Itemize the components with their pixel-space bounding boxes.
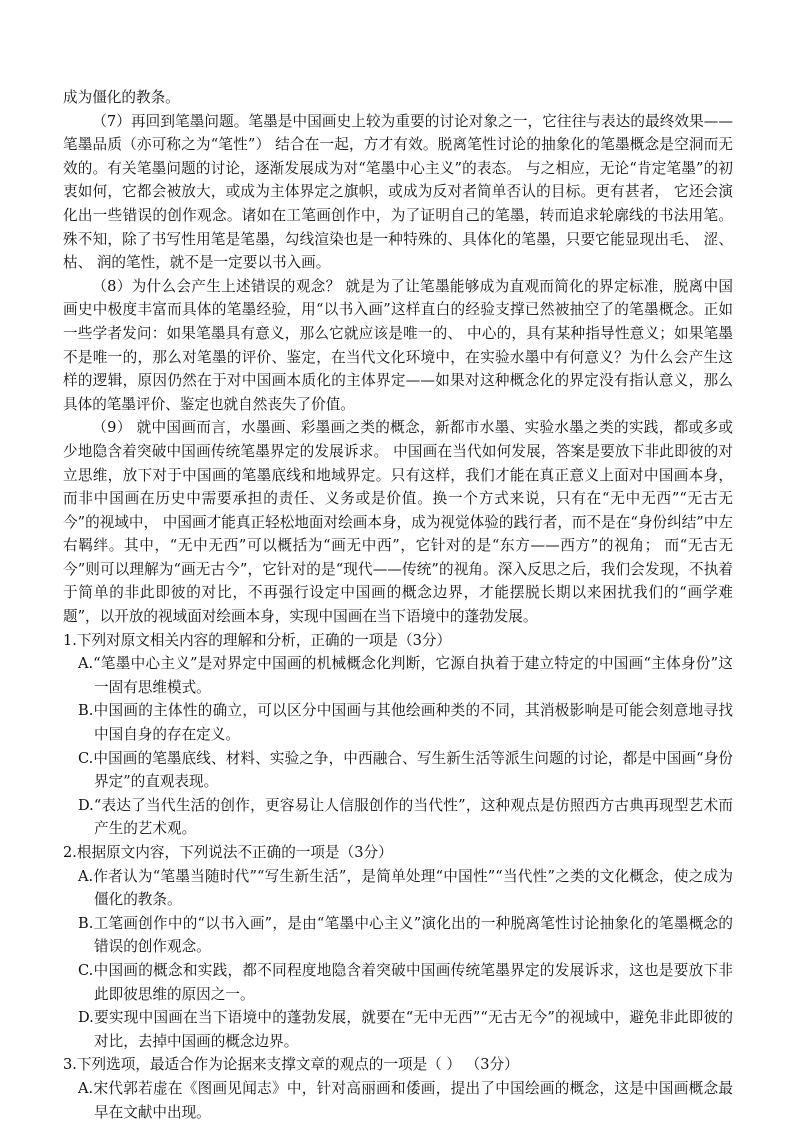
question-3 [63, 1053, 733, 1124]
question-1 [63, 629, 733, 841]
option-c: C.中国画的笔墨底线、材料、实验之争，中西融合、写生新生活等派生问题的讨论，都是中国画“身份界定”的直观表现。 [78, 749, 733, 791]
question-stem: 3.下列选项，最适合作为论据来支撑文章的观点的一项是（ ） （3分） [63, 1056, 519, 1074]
option-c: C.中国画的概念和实践，都不同程度地隐含着突破中国画传统笔墨界定的发展诉求，这也是要放下非此即彼思维的原因之一。 [78, 961, 733, 1003]
paragraph-8: （8）为什么会产生上述错误的观念？ 就是为了让笔墨能够成为直观而简化的界定标准，脱离中国画史中极度丰富而具体的笔墨经验，用“以书入画”这样直白的经验支撑已然被抽空了的笔墨概念。正如一些学者发问：如果笔墨具有意义，那么它就应该是唯一的、 中心的，具有某种指导性意义；如果笔墨不是唯一的，那么对笔墨的评价、鉴定，在当代文化环境中，在实验水墨中有何意义？为什么会产生这样的逻辑，原因仍然在于对中国画本质化的主体界定——如果对这种概念化的界定没有指认意义，那么具体的笔墨评价、鉴定也就自然丧失了价值。 [63, 277, 733, 413]
question-stem: 2.根据原文内容，下列说法不正确的一项是（3分） [63, 844, 393, 861]
option-a: A.作者认为“笔墨当随时代”“写生新生活”，是简单处理“中国性”“当代性”之类的文化概念，使之成为僵化的教条。 [78, 867, 733, 909]
paragraph-9: （9） 就中国画而言，水墨画、彩墨画之类的概念，新都市水墨、实验水墨之类的实践，都或多或少地隐含着突破中国画传统笔墨界定的发展诉求。 中国画在当代如何发展，答案是要放下非此即彼的对立思维，放下对于中国画的笔墨底线和地域界定。只有这样，我们才能在真正意义上面对中国画本身， 而非中国画在历史中需要承担的责任、义务或是价值。换一个方式来说，只有在“无中无西”“无古无今”的视域中， 中国画才能真正轻松地面对绘画本身，成为视觉体验的践行者，而不是在“身份纠结”中左右羁绊。其中，“无中无西”可以概括为“画无中西”，它针对的是“东方——西方”的视角； 而“无古无今”则可以理解为“画无古今”，它针对的是“现代——传统”的视角。深入反思之后，我们会发现，不执着于简单的非此即彼的对比，不再强行设定中国画的概念边界，才能摆脱长期以来困扰我们的“画学难题”，以开放的视域面对绘画本身，实现中国画在当下语境中的蓬勃发展。 [63, 419, 733, 626]
question-stem: 1.下列对原文相关内容的理解和分析，正确的一项是（3分） [63, 631, 452, 649]
option-d: D.要实现中国画在当下语境中的蓬勃发展，就要在“无中无西”“无古无今”的视域中，避免非此即彼的对比，去掉中国画的概念边界。 [78, 1009, 733, 1050]
option-a: A.“笔墨中心主义”是对界定中国画的机械概念化判断，它源自执着于建立特定的中国画“主体身份”这一固有思维模式。 [78, 655, 733, 696]
question-2 [63, 841, 733, 1053]
paragraph-continuation: 成为僵化的教条。 [63, 89, 180, 106]
document-body [63, 86, 733, 1124]
option-d: D.“表达了当代生活的创作，更容易让人信服创作的当代性”，这种观点是仿照西方古典再现型艺术而产生的艺术观。 [78, 796, 733, 838]
option-b: B.中国画的主体性的确立，可以区分中国画与其他绘画种类的不同，其消极影响是可能会刻意地寻找中国自身的存在定义。 [78, 702, 733, 744]
option-a: A.宋代郭若虚在《图画见闻志》中，针对高丽画和倭画，提出了中国绘画的概念，这是中国画概念最早在文献中出现。 [78, 1079, 733, 1121]
paragraph-7: （7）再回到笔墨问题。笔墨是中国画史上较为重要的讨论对象之一，它往往与表达的最终效果——笔墨品质（亦可称之为“笔性”） 结合在一起，方才有效。脱离笔性讨论的抽象化的笔墨概念是空洞而无效的。有关笔墨问题的讨论，逐渐发展成为对“笔墨中心主义”的表态。 与之相应，无论“肯定笔墨”的初衷如何，它都会被放大，或成为主体界定之旗帜，或成为反对者简单否认的目标。更有甚者， 它还会演化出一些错误的创作观念。诸如在工笔画创作中，为了证明自己的笔墨，转而追求轮廓线的书法用笔。殊不知，除了书写性用笔是笔墨，勾线渲染也是一种特殊的、具体化的笔墨，只要它能显现出毛、 涩、 枯、 润的笔性，就不是一定要以书入画。 [63, 112, 733, 272]
option-b: B.工笔画创作中的“以书入画”，是由“笔墨中心主义”演化出的一种脱离笔性讨论抽象化的笔墨概念的错误的创作观念。 [78, 914, 733, 956]
